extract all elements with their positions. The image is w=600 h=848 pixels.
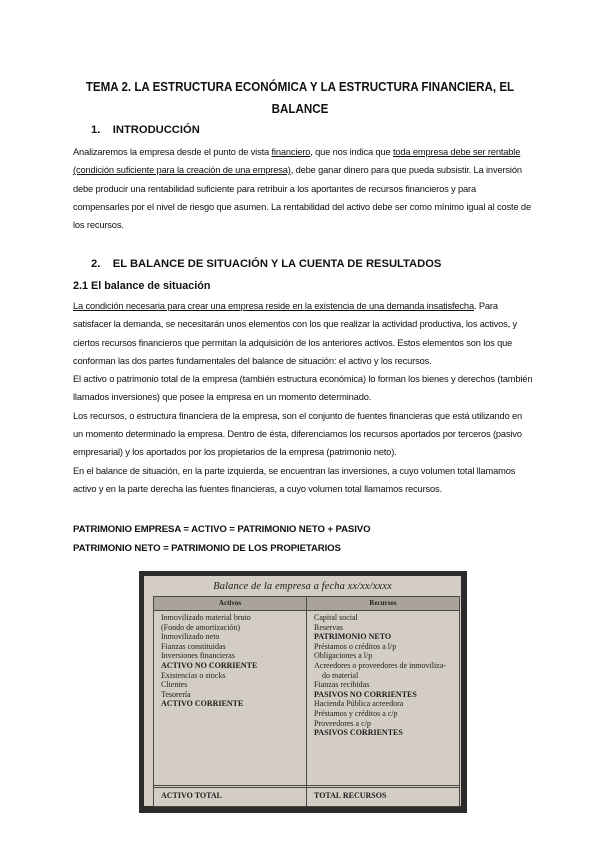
recursos-item: Préstamos y créditos a c/p bbox=[314, 708, 398, 718]
intro-text-a: Analizaremos la empresa desde el punto de vista bbox=[73, 147, 272, 157]
table-divider-total-double bbox=[154, 787, 459, 788]
recursos-item: Capital social bbox=[314, 613, 358, 622]
balance-paragraph-2: El activo o patrimonio total de la empresa (también estructura económica) lo forman los bienes y derechos (también llamados inversiones) que posee la empresa en un momento determinado. bbox=[73, 374, 533, 403]
activos-list bbox=[161, 613, 301, 709]
section-1-heading: 1. INTRODUCCIÓN bbox=[91, 124, 200, 136]
total-recursos: TOTAL RECURSOS bbox=[314, 791, 387, 800]
recursos-item: Proveedores a c/p bbox=[314, 718, 371, 728]
balance-paragraphs bbox=[73, 297, 533, 498]
activos-item: Inversiones financieras bbox=[161, 651, 235, 661]
column-header-recursos: Recursos bbox=[307, 597, 459, 610]
recursos-item: Fianzas recibidas bbox=[314, 680, 370, 690]
recursos-item: do material bbox=[322, 670, 359, 680]
table-divider-vertical bbox=[306, 597, 307, 806]
activos-item: Tesorería bbox=[161, 689, 191, 699]
recursos-item: Obligaciones a l/p bbox=[314, 651, 373, 661]
recursos-item: Préstamos o créditos a l/p bbox=[314, 641, 397, 651]
activos-item: Existencias o stocks bbox=[161, 670, 226, 680]
recursos-item: PATRIMONIO NETO bbox=[314, 632, 392, 642]
table-divider-header bbox=[154, 610, 459, 611]
intro-text-b: , que nos indica que bbox=[310, 147, 393, 157]
balance-title: Balance de la empresa a fecha xx/xx/xxxx bbox=[213, 581, 392, 592]
title-line-2: BALANCE bbox=[271, 102, 329, 116]
recursos-item: PASIVOS CORRIENTES bbox=[314, 728, 403, 738]
intro-underline-rentable: toda empresa debe ser rentable (condición suficiente para la creación de una empresa) bbox=[73, 147, 521, 176]
subsection-2-1-heading: 2.1 El balance de situación bbox=[73, 280, 211, 292]
demand-underline: La condición necesaria para crear una empresa reside en la existencia de una demanda insatisfecha bbox=[73, 301, 474, 311]
column-header-activos: Activos bbox=[154, 597, 306, 610]
balance-paragraph-3: Los recursos, o estructura financiera de la empresa, son el conjunto de fuentes financieras que está utilizando en un momento determinado la empresa. Dentro de ésta, diferenciamos los recursos aportados por terceros (pasivo empresarial) y los aportados por los propietarios de la empresa (patrimonio neto). bbox=[73, 410, 523, 458]
balance-paragraph-1 bbox=[73, 297, 533, 370]
balance-sheet bbox=[144, 576, 461, 806]
activos-item: ACTIVO NO CORRIENTE bbox=[161, 660, 258, 670]
activos-item: Clientes bbox=[161, 680, 188, 690]
title-line-1: TEMA 2. LA ESTRUCTURA ECONÓMICA Y LA ESTRUCTURA FINANCIERA, EL bbox=[85, 80, 515, 94]
recursos-item: Acreedores o proveedores de inmoviliza- bbox=[314, 660, 446, 670]
recursos-list bbox=[314, 613, 454, 738]
intro-text-c: , debe ganar dinero para que pueda subsistir. La inversión debe producir una rentabilidad suficiente para retribuir a los aportantes de recursos financieros y para compensarles por el nivel de riesgo que asumen. La rentabilidad del activo debe ser como mínimo igual al coste de los recursos. bbox=[73, 165, 531, 231]
document-title bbox=[79, 76, 521, 120]
balance-paragraph-4: En el balance de situación, en la parte izquierda, se encuentran las inversiones, a cuyo volumen total llamamos activo y en la parte derecha las fuentes financieras, a cuyo volumen total llamamos recursos. bbox=[73, 465, 516, 494]
recursos-item: Hacienda Pública acreedora bbox=[314, 699, 404, 709]
table-divider-total bbox=[154, 785, 459, 786]
recursos-item: Reservas bbox=[314, 622, 343, 632]
activos-item: Inmovilizado neto bbox=[161, 632, 220, 642]
balance-paragraph-1-rest: . Para satisfacer la demanda, se necesitarán unos elementos con los que realizar la actividad productiva, los activos, y ciertos recursos financieros que permitan la adquisición de los anteriores activos. Estos elementos son los que conforman las dos partes fundamentales del balance de situación: el activo y los recursos. bbox=[73, 301, 518, 366]
formula-patrimonio-neto: PATRIMONIO NETO = PATRIMONIO DE LOS PROPIETARIOS bbox=[73, 543, 341, 554]
formula-patrimonio-empresa: PATRIMONIO EMPRESA = ACTIVO = PATRIMONIO NETO + PASIVO bbox=[73, 524, 371, 535]
section-2-heading: 2. EL BALANCE DE SITUACIÓN Y LA CUENTA DE RESULTADOS bbox=[91, 258, 442, 270]
activos-item: (Fondo de amortización) bbox=[161, 622, 241, 632]
balance-sheet-photo bbox=[139, 571, 467, 813]
intro-paragraph bbox=[73, 143, 533, 234]
activos-item: ACTIVO CORRIENTE bbox=[161, 699, 244, 709]
activos-item: Fianzas constituidas bbox=[161, 641, 226, 651]
activos-item: Inmovilizado material bruto bbox=[161, 613, 251, 622]
recursos-item: PASIVOS NO CORRIENTES bbox=[314, 689, 417, 699]
total-activo: ACTIVO TOTAL bbox=[161, 791, 222, 800]
balance-table bbox=[153, 596, 460, 807]
intro-underline-financiero: financiero bbox=[271, 147, 311, 157]
